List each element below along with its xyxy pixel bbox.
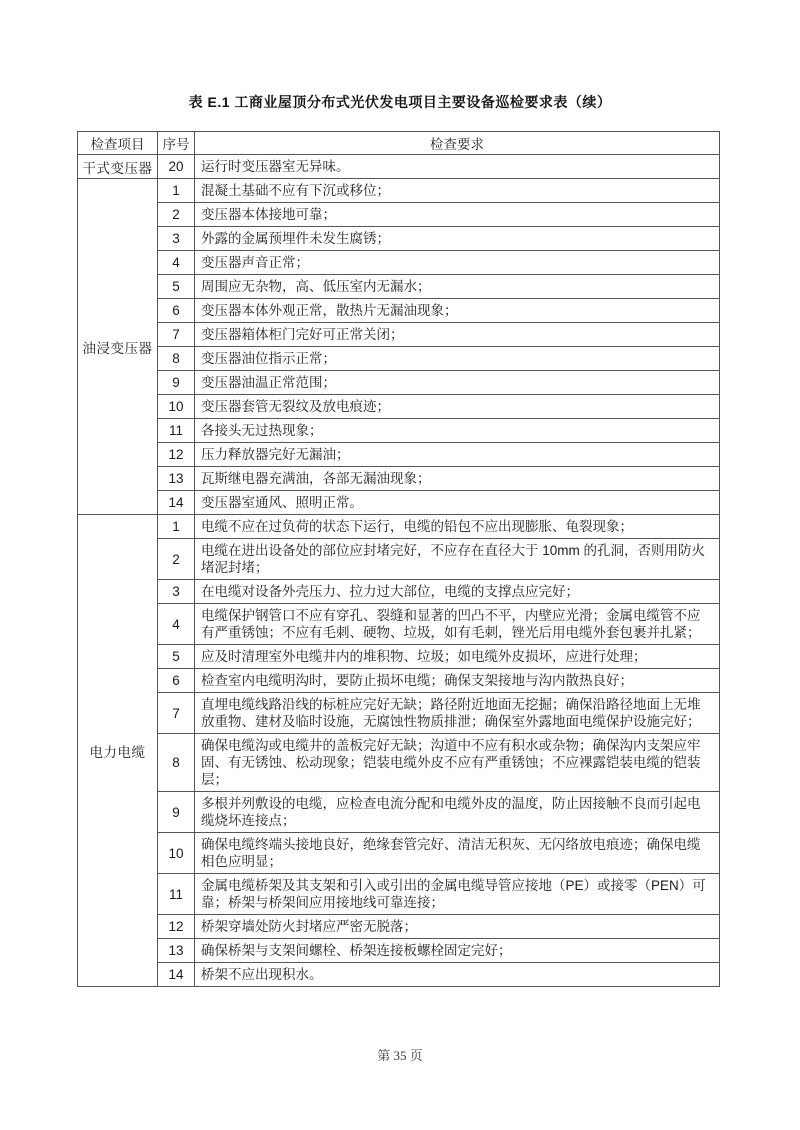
table-row	[78, 915, 720, 939]
table-row	[78, 299, 720, 323]
row-number-cell: 4	[158, 604, 195, 645]
row-number-cell: 8	[158, 734, 195, 792]
table-row	[78, 443, 720, 467]
requirement-cell: 确保桥架与支架间螺栓、桥架连接板螺栓固定完好；	[195, 939, 720, 963]
inspection-item-cell: 电力电缆	[78, 515, 158, 987]
requirement-cell: 变压器油位指示正常；	[195, 347, 720, 371]
table-row	[78, 833, 720, 874]
row-number-cell: 12	[158, 915, 195, 939]
table-row	[78, 539, 720, 580]
row-number-cell: 9	[158, 792, 195, 833]
requirement-cell: 变压器套管无裂纹及放电痕迹；	[195, 395, 720, 419]
table-row	[78, 251, 720, 275]
requirement-cell: 外露的金属预埋件未发生腐锈；	[195, 227, 720, 251]
requirement-cell: 桥架穿墙处防火封堵应严密无脱落；	[195, 915, 720, 939]
row-number-cell: 6	[158, 669, 195, 693]
requirement-cell: 各接头无过热现象；	[195, 419, 720, 443]
requirement-cell: 电缆保护钢管口不应有穿孔、裂缝和显著的凹凸不平，内壁应光滑；金属电缆管不应有严重锈蚀；不应有毛刺、硬物、垃圾，如有毛刺，锉光后用电缆外套包裹并扎紧；	[195, 604, 720, 645]
column-header-requirement: 检查要求	[195, 132, 720, 155]
row-number-cell: 5	[158, 275, 195, 299]
requirement-cell: 变压器本体外观正常，散热片无漏油现象；	[195, 299, 720, 323]
inspection-item-cell: 干式变压器	[78, 155, 158, 179]
requirement-cell: 桥架不应出现积水。	[195, 963, 720, 987]
table-row	[78, 669, 720, 693]
requirement-cell: 周围应无杂物，高、低压室内无漏水；	[195, 275, 720, 299]
requirement-cell: 电缆不应在过负荷的状态下运行，电缆的铅包不应出现膨胀、龟裂现象；	[195, 515, 720, 539]
row-number-cell: 1	[158, 179, 195, 203]
row-number-cell: 6	[158, 299, 195, 323]
row-number-cell: 1	[158, 515, 195, 539]
table-row	[78, 155, 720, 179]
row-number-cell: 12	[158, 443, 195, 467]
row-number-cell: 9	[158, 371, 195, 395]
table-body	[78, 155, 720, 987]
requirement-cell: 瓦斯继电器充满油，各部无漏油现象；	[195, 467, 720, 491]
requirement-cell: 运行时变压器室无异味。	[195, 155, 720, 179]
requirement-cell: 在电缆对设备外壳压力、拉力过大部位，电缆的支撑点应完好；	[195, 580, 720, 604]
row-number-cell: 8	[158, 347, 195, 371]
table-row	[78, 604, 720, 645]
page-title: 表 E.1 工商业屋顶分布式光伏发电项目主要设备巡检要求表（续）	[188, 94, 612, 110]
table-row	[78, 645, 720, 669]
table-row	[78, 347, 720, 371]
table-row	[78, 792, 720, 833]
table-row	[78, 275, 720, 299]
requirement-cell: 电缆在进出设备处的部位应封堵完好，不应存在直径大于 10mm 的孔洞，否则用防火堵泥封堵；	[195, 539, 720, 580]
row-number-cell: 11	[158, 419, 195, 443]
row-number-cell: 2	[158, 203, 195, 227]
row-number-cell: 7	[158, 323, 195, 347]
row-number-cell: 3	[158, 227, 195, 251]
column-header-item: 检查项目	[78, 132, 158, 155]
row-number-cell: 10	[158, 395, 195, 419]
row-number-cell: 11	[158, 874, 195, 915]
table-header-row	[78, 132, 720, 155]
requirement-cell: 变压器油温正常范围；	[195, 371, 720, 395]
table-row	[78, 203, 720, 227]
table-row	[78, 419, 720, 443]
row-number-cell: 14	[158, 963, 195, 987]
table-row	[78, 515, 720, 539]
page-number: 第 35 页	[377, 1048, 423, 1063]
requirement-cell: 变压器本体接地可靠；	[195, 203, 720, 227]
table-row	[78, 963, 720, 987]
requirement-cell: 压力释放器完好无漏油；	[195, 443, 720, 467]
requirement-cell: 变压器声音正常；	[195, 251, 720, 275]
column-header-number: 序号	[158, 132, 195, 155]
table-row	[78, 227, 720, 251]
row-number-cell: 7	[158, 693, 195, 734]
row-number-cell: 3	[158, 580, 195, 604]
table-row	[78, 734, 720, 792]
requirement-cell: 多根并列敷设的电缆，应检查电流分配和电缆外皮的温度，防止因接触不良而引起电缆烧坏连接点；	[195, 792, 720, 833]
requirement-cell: 应及时清理室外电缆井内的堆积物、垃圾；如电缆外皮损坏，应进行处理；	[195, 645, 720, 669]
table-row	[78, 395, 720, 419]
row-number-cell: 10	[158, 833, 195, 874]
requirement-cell: 变压器室通风、照明正常。	[195, 491, 720, 515]
table-row	[78, 939, 720, 963]
requirement-cell: 直埋电缆线路沿线的标桩应完好无缺；路径附近地面无挖掘；确保沿路径地面上无堆放重物、建材及临时设施，无腐蚀性物质排泄；确保室外露地面电缆保护设施完好；	[195, 693, 720, 734]
table-row	[78, 874, 720, 915]
requirement-cell: 金属电缆桥架及其支架和引入或引出的金属电缆导管应接地（PE）或接零（PEN）可靠；桥架与桥架间应用接地线可靠连接；	[195, 874, 720, 915]
requirement-cell: 检查室内电缆明沟时，要防止损坏电缆；确保支架接地与沟内散热良好；	[195, 669, 720, 693]
requirement-cell: 变压器箱体柜门完好可正常关闭；	[195, 323, 720, 347]
row-number-cell: 14	[158, 491, 195, 515]
row-number-cell: 5	[158, 645, 195, 669]
requirement-cell: 确保电缆终端头接地良好，绝缘套管完好、清洁无积灰、无闪络放电痕迹；确保电缆相色应明显；	[195, 833, 720, 874]
row-number-cell: 13	[158, 939, 195, 963]
row-number-cell: 13	[158, 467, 195, 491]
requirement-cell: 混凝土基础不应有下沉或移位；	[195, 179, 720, 203]
table-row	[78, 179, 720, 203]
inspection-table	[77, 131, 720, 987]
table-row	[78, 693, 720, 734]
table-row	[78, 491, 720, 515]
row-number-cell: 2	[158, 539, 195, 580]
table-row	[78, 323, 720, 347]
table-row	[78, 467, 720, 491]
row-number-cell: 4	[158, 251, 195, 275]
inspection-item-cell: 油浸变压器	[78, 179, 158, 515]
table-row	[78, 371, 720, 395]
table-row	[78, 580, 720, 604]
row-number-cell: 20	[158, 155, 195, 179]
requirement-cell: 确保电缆沟或电缆井的盖板完好无缺；沟道中不应有积水或杂物；确保沟内支架应牢固、有无锈蚀、松动现象；铠装电缆外皮不应有严重锈蚀；不应裸露铠装电缆的铠装层；	[195, 734, 720, 792]
